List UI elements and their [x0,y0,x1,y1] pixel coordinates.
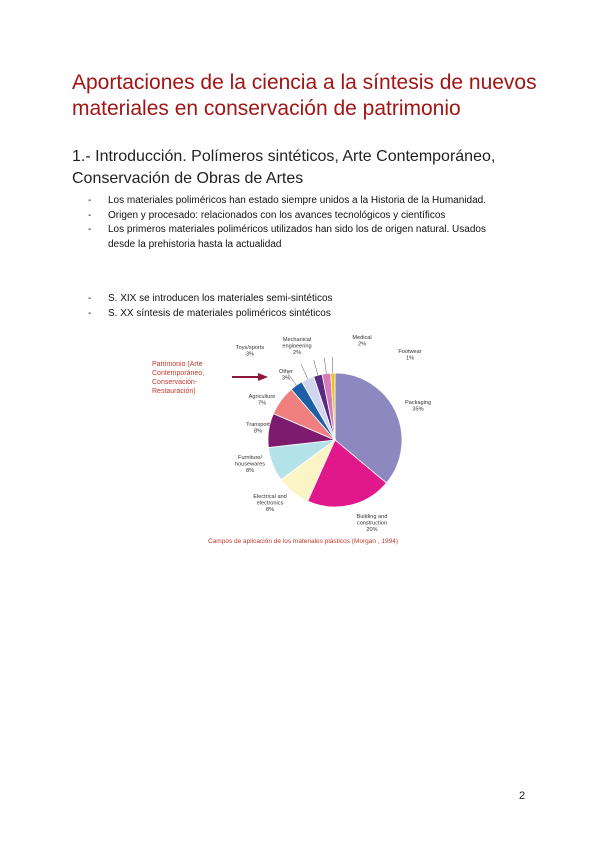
slice-label: Agriculture 7% [248,394,276,407]
slice-label: Mechanical engineering 2% [282,337,312,357]
document-title: Aportaciones de la ciencia a la síntesis de nuevos materiales en conservación de patrimonio [72,71,537,120]
list-item: - S. XIX se introducen los materiales semi-sintéticos [88,292,508,307]
list-item: - S. XX síntesis de materiales poliméricos sintéticos [88,307,508,322]
slice-label: Transport 8% [246,422,270,435]
slice-label: Furniture/ housewares 8% [234,455,266,475]
section-subtitle: 1.- Introducción. Polímeros sintéticos, Arte Contemporáneo, Conservación de Obras de Artes [72,148,496,187]
slice-label: Medical 2% [352,335,372,348]
annotation-line: Conservación- [152,379,198,386]
slice-label: Footwear 1% [398,349,422,362]
annotation-line: Contemporáneo, [152,370,205,377]
page-number: 2 [519,790,526,802]
annotation-line: Restauración) [152,388,196,395]
slice-label: Toys/sports 3% [235,345,265,358]
leader-line [301,364,308,379]
figure-caption: Campos de aplicación de los materiales plásticos (Morgan , 1994) [208,538,399,545]
bullet-list-history [88,194,508,252]
slice-label: Packaging 35% [404,400,432,413]
plastics-applications-pie-chart [140,326,470,536]
slice-label: Electrical and electronics 8% [253,494,287,514]
annotation-label [152,361,268,395]
list-item: - Los materiales poliméricos han estado siempre unidos a la Historia de la Humanidad. [88,194,508,209]
list-item: - Los primeros materiales poliméricos utilizados han sido los de origen natural. Usados desde la prehistoria hasta la actualidad [88,223,508,252]
leader-line [314,360,318,375]
slice-label: Other 3% [279,369,293,382]
leader-line [332,357,333,373]
bullet-list-centuries [88,292,508,321]
slice-label: Building and construction 20% [356,514,388,534]
leader-line [324,358,326,374]
list-item: - Origen y procesado: relacionados con los avances tecnológicos y científicos [88,209,508,224]
annotation-line: Patrimonio (Arte [152,361,203,368]
annotation-arrow-icon [232,373,268,381]
